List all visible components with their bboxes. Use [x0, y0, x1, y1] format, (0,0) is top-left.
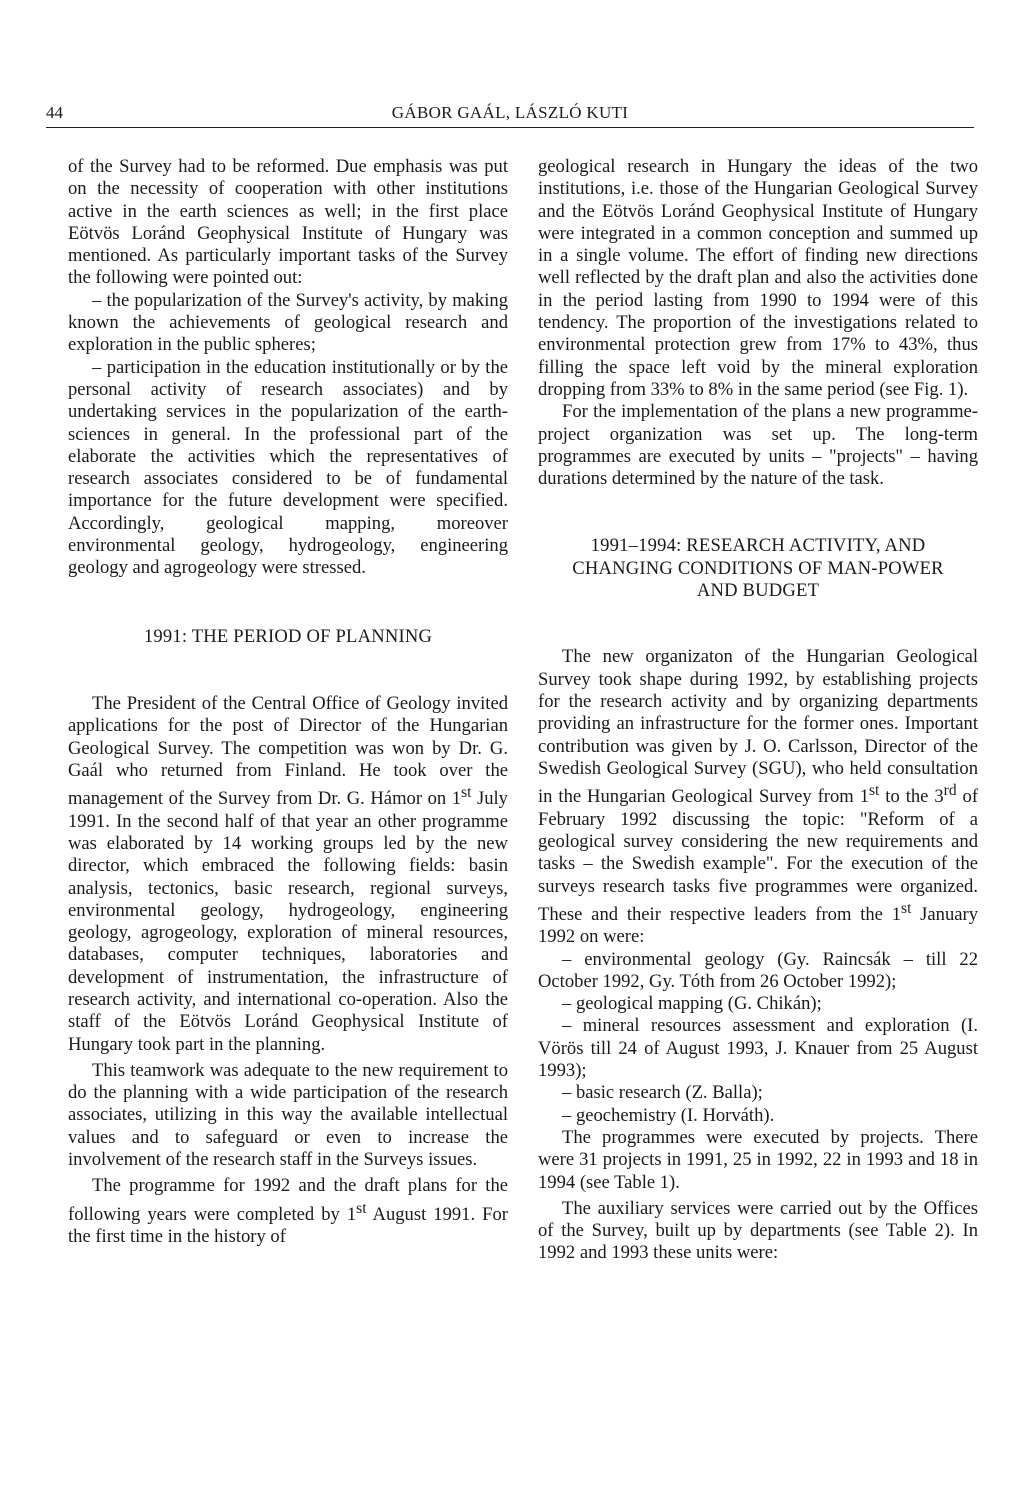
superscript: st — [356, 1199, 367, 1217]
list-item: – participation in the education institutionally or by the personal activity of research associates) and by undertaking services in the popularization of the earth-sciences in general. In the professional part of the elaborate the activities which the representatives of research associates considered to be of fundamental importance for the future development were specified. Accordingly, geological mapping, moreover environmental geology, hydrogeology, engineering geology and agrogeology were stressed. — [68, 356, 508, 579]
list-item: – geological mapping (G. Chikán); — [562, 993, 822, 1015]
paragraph: The President of the Central Office of Geology invited applications for the post of Director of the Hungarian Geological Survey. The competition was won by Dr. G. Gaál who returned from Finland. He took over the management of the Survey from Dr. G. Hámor on 1st July 1991. In the second half of that year an other programme was elaborated by 14 working groups led by the new director, which embraced the following fields: basin analysis, tectonics, basic research, regional surveys, environmental geology, hydrogeology, engineering geology, agrogeology, exploration of mineral resources, databases, computer techniques, laboratories and development of instrumentation, the infrastructure of research activity, and international co-operation. Also the staff of the Eötvös Loránd Geophysical Institute of Hungary took part in the planning. — [68, 692, 508, 1055]
section-heading: 1991–1994: RESEARCH ACTIVITY, AND CHANGING CONDITIONS OF MAN-POWER AND BUDGET — [572, 535, 944, 602]
paragraph: The programme for 1992 and the draft plans for the following years were completed by 1st August 1991. For the first time in the history of — [68, 1175, 508, 1248]
left-column — [68, 156, 508, 1248]
section-heading: 1991: THE PERIOD OF PLANNING — [143, 625, 433, 647]
list-item: – basic research (Z. Balla); — [562, 1082, 763, 1104]
superscript: rd — [943, 782, 957, 800]
page-header — [46, 103, 974, 128]
superscript: st — [869, 782, 880, 800]
paragraph: geological research in Hungary the ideas of the two institutions, i.e. those of the Hungarian Geological Survey and the Eötvös Loránd Geophysical Institute of Hungary were integrated in a common conception and summed up in a single volume. The effort of finding new directions well reflected by the draft plan and also the activities done in the period lasting from 1990 to 1994 were of this tendency. The proportion of the investigations related to environmental protection grew from 17% to 43%, thus filling the space left void by the mineral exploration dropping from 33% to 8% in the same period (see Fig. 1). — [538, 156, 978, 400]
paragraph: For the implementation of the plans a new programme-project organization was set up. The long-term programmes are executed by units – "projects" – having durations determined by the nature of the task. — [538, 401, 978, 490]
list-item: – mineral resources assessment and exploration (I. Vörös till 24 of August 1993, J. Knauer from 25 August 1993); — [538, 1015, 978, 1082]
list-item: – environmental geology (Gy. Raincsák – till 22 October 1992, Gy. Tóth from 26 October 1992); — [538, 948, 978, 992]
paragraph: The auxiliary services were carried out by the Offices of the Survey, built up by departments (see Table 2). In 1992 and 1993 these units were: — [538, 1197, 978, 1264]
superscript: st — [901, 899, 912, 917]
superscript: st — [461, 784, 472, 802]
paragraph: The new organizaton of the Hungarian Geological Survey took shape during 1992, by establishing projects for the research activity and by organizing departments providing an infrastructure for the former ones. Important contribution was given by J. O. Carlsson, Director of the Swedish Geological Survey (SGU), who held consultation in the Hungarian Geological Survey from 1st to the 3rd of February 1992 discussing the topic: "Reform of a geological survey considering the new requirements and tasks – the Swedish example". For the execution of the surveys research tasks five programmes were organized. These and their respective leaders from the 1st January 1992 on were: — [538, 646, 979, 948]
page-number: 44 — [46, 103, 63, 122]
paragraph: of the Survey had to be reformed. Due emphasis was put on the necessity of cooperation with other institutions active in the earth sciences as well; in the first place Eötvös Loránd Geophysical Institute of Hungary was mentioned. As particularly important tasks of the Survey the following were pointed out: — [68, 156, 508, 289]
running-title: GÁBOR GAÁL, LÁSZLÓ KUTI — [391, 103, 629, 122]
list-item: – geochemistry (I. Horváth). — [562, 1104, 775, 1126]
right-column — [538, 156, 978, 1265]
paragraph: The programmes were executed by projects. There were 31 projects in 1991, 25 in 1992, 22 in 1993 and 18 in 1994 (see Table 1). — [538, 1126, 978, 1193]
paragraph: This teamwork was adequate to the new requirement to do the planning with a wide participation of the research associates, utilizing in this way the available intellectual values and to safeguard or even to increase the involvement of the research staff in the Surveys issues. — [68, 1059, 508, 1171]
list-item: – the popularization of the Survey's activity, by making known the achievements of geological research and exploration in the public spheres; — [68, 289, 508, 356]
